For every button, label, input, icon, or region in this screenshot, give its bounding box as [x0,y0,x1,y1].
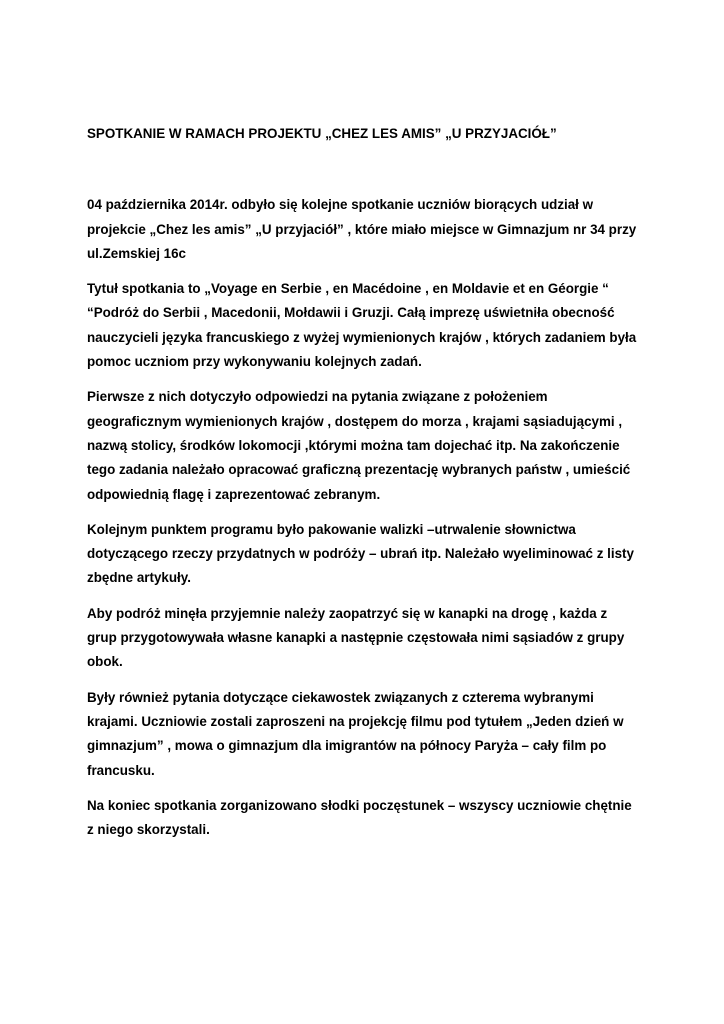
document-title: SPOTKANIE W RAMACH PROJEKTU „CHEZ LES AMIS” „U PRZYJACIÓŁ” [87,126,557,141]
paragraph-sandwiches: Aby podróż minęła przyjemnie należy zaopatrzyć się w kanapki na drogę , każda z grup przygotowywała własne kanapki a następnie częstowała nimi sąsiadów z grupy obok. [87,605,625,670]
paragraph-meeting-title: Tytuł spotkania to „Voyage en Serbie , en Macédoine , en Moldavie et en Géorgie “ “Podróż do Serbii , Macedonii, Mołdawii i Gruzji. Całą imprezę uświetniła obecność nauczycieli języka francuskiego z wyżej wymienionych krajów , których zadaniem była pomoc uczniom przy wykonywaniu kolejnych zadań. [87,281,637,370]
document-body [87,122,639,842]
paragraph-meeting-info: 04 października 2014r. odbyło się kolejne spotkanie uczniów biorących udział w projekcie „Chez les amis” „U przyjaciół” , które miało miejsce w Gimnazjum nr 34 przy ul.Zemskiej 16c [87,197,637,261]
paragraph-closing: Na koniec spotkania zorganizowano słodki poczęstunek – wszyscy uczniowie chętnie z niego skorzystali. [87,797,632,838]
paragraph-curiosities-film: Były również pytania dotyczące ciekawostek związanych z czterema wybranymi krajami. Uczniowie zostali zaproszeni na projekcję filmu pod tytułem „Jeden dzień w gimnazjum” , mowa o gimnazjum dla imigrantów na północy Paryża – cały film po francusku. [87,689,624,778]
paragraph-packing-suitcase: Kolejnym punktem programu było pakowanie walizki –utrwalenie słownictwa dotyczącego rzeczy przydatnych w podróży – ubrań itp. Należało wyeliminować z listy zbędne artykuły. [87,521,634,586]
paragraph-first-task: Pierwsze z nich dotyczyło odpowiedzi na pytania związane z położeniem geograficznym wymienionych krajów , dostępem do morza , krajami sąsiadującymi , nazwą stolicy, środków lokomocji ,którymi można tam dojechać itp. Na zakończenie tego zadania należało opracować graficzną prezentację wybranych państw , umieścić odpowiednią flagę i zaprezentować zebranym. [87,389,631,502]
